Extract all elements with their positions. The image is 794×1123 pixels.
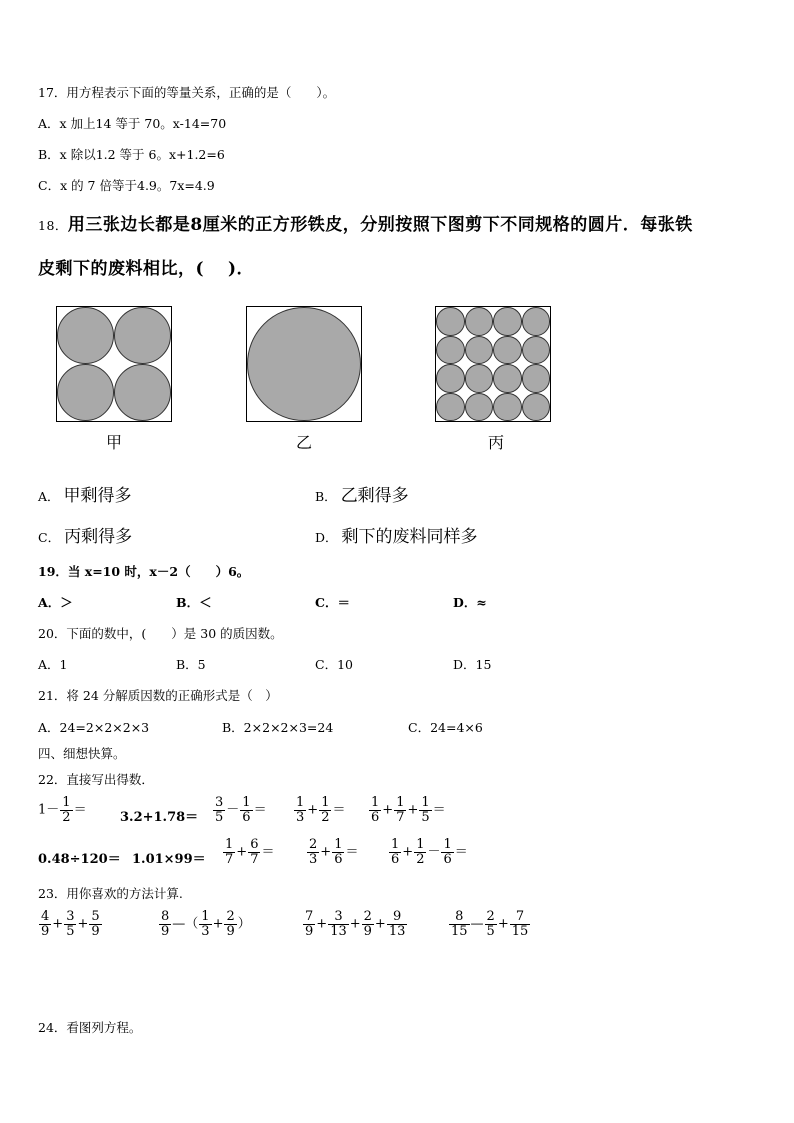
q17-stem: 17．用方程表示下面的等量关系，正确的是（ ）。: [38, 85, 336, 100]
denominator: 9: [305, 923, 314, 939]
q19-option-d: D．≈: [453, 595, 487, 610]
circle: [114, 307, 171, 364]
q20-option-a: A．1: [38, 657, 68, 672]
circle: [436, 393, 465, 422]
fraction: [389, 838, 401, 866]
figure-yi-square: [246, 306, 362, 422]
operator: +: [402, 844, 414, 860]
numerator: 1: [201, 909, 210, 924]
q20-option-d: D．15: [453, 657, 492, 672]
numerator: 9: [387, 910, 408, 925]
q23-expr-4: [448, 910, 531, 938]
fraction: [303, 910, 315, 938]
q20-option-b: B．5: [176, 657, 206, 672]
fraction: [199, 910, 211, 938]
numerator: 2: [309, 837, 318, 852]
figure-jia-label: 甲: [106, 433, 123, 452]
fraction: [294, 796, 306, 824]
q22-expr-6: 0.48÷120＝: [38, 852, 121, 867]
denominator: 9: [161, 923, 170, 939]
expr-text: 1－: [38, 802, 60, 818]
option-letter: D．: [315, 530, 338, 545]
q21-stem: 21．将 24 分解质因数的正确形式是（ ）: [38, 688, 278, 703]
numerator: 8: [161, 909, 170, 924]
circle: [436, 364, 465, 393]
denominator: 6: [391, 851, 400, 867]
denominator: 7: [396, 809, 405, 825]
fraction: [240, 796, 252, 824]
circle: [522, 393, 551, 422]
circle: [114, 364, 171, 421]
numerator: 1: [321, 795, 330, 810]
denominator: 15: [511, 923, 529, 939]
operator: +: [77, 916, 89, 932]
operator: +: [320, 844, 332, 860]
fraction: [394, 796, 406, 824]
denominator: 5: [215, 809, 224, 825]
circle: [493, 364, 522, 393]
fraction: [307, 838, 319, 866]
numerator: 1: [396, 795, 405, 810]
q18-option-a: [38, 481, 132, 506]
option-letter: A．: [38, 489, 60, 504]
fraction: [485, 910, 497, 938]
operator: +: [497, 916, 509, 932]
circle: [465, 336, 494, 365]
fraction: [319, 796, 331, 824]
circle: [247, 307, 361, 421]
q23-expr-1: [38, 910, 103, 938]
numerator: 1: [296, 795, 305, 810]
denominator: 13: [330, 923, 347, 939]
circle: [493, 393, 522, 422]
circle: [57, 364, 114, 421]
expr-text: ＝: [432, 802, 446, 818]
expr-text: ＝: [454, 844, 468, 860]
figure-bing-square: [435, 306, 551, 422]
q20-stem: 20．下面的数中，( ）是 30 的质因数。: [38, 626, 283, 641]
denominator: 7: [250, 851, 259, 867]
denominator: 6: [371, 809, 380, 825]
q23-stem: 23．用你喜欢的方法计算.: [38, 886, 183, 901]
numerator: 1: [225, 837, 234, 852]
denominator: 9: [91, 923, 100, 939]
fraction: [159, 910, 171, 938]
q18-option-b: [315, 481, 409, 506]
q18-option-c: [38, 522, 132, 547]
numerator: 1: [391, 837, 400, 852]
figure-bing-label: 丙: [488, 433, 505, 452]
circle: [57, 307, 114, 364]
numerator: 3: [66, 909, 75, 924]
operator: —（: [172, 916, 199, 932]
q22-expr-5: [368, 796, 446, 824]
fraction: [387, 910, 408, 938]
numerator: 2: [486, 909, 495, 924]
option-letter: C．: [38, 530, 61, 545]
operator: +: [374, 916, 386, 932]
q17-option-c: C．x 的 7 倍等于4.9。7x=4.9: [38, 178, 215, 193]
numerator: 3: [328, 910, 349, 925]
denominator: 5: [486, 923, 495, 939]
fraction: [510, 910, 531, 938]
fraction: [89, 910, 101, 938]
operator: －: [226, 802, 240, 818]
fraction: [39, 910, 51, 938]
q19-option-b: B．＜: [176, 595, 212, 610]
q22-expr-10: [388, 838, 468, 866]
denominator: 2: [416, 851, 425, 867]
denominator: 3: [201, 923, 210, 939]
fraction: [362, 910, 374, 938]
denominator: 15: [451, 923, 468, 939]
q17-option-b: B．x 除以1.2 等于 6。x+1.2=6: [38, 147, 225, 162]
numerator: 1: [242, 795, 251, 810]
option-text: 甲剩得多: [63, 486, 132, 506]
q22-expr-8: [222, 838, 274, 866]
q18-number: 18．: [38, 218, 68, 233]
numerator: 4: [41, 909, 50, 924]
operator: +: [407, 802, 419, 818]
denominator: 2: [62, 809, 71, 825]
q19-option-c: C．＝: [315, 595, 350, 610]
denominator: 9: [226, 923, 235, 939]
operator: +: [316, 916, 328, 932]
denominator: 2: [321, 809, 330, 825]
q22-expr-3: [212, 796, 267, 824]
q22-expr-9: [306, 838, 358, 866]
operator: +: [52, 916, 64, 932]
numerator: 2: [363, 909, 372, 924]
denominator: 6: [334, 851, 343, 867]
q19-stem: 19．当 x=10 时，x－2（ ）6。: [38, 564, 250, 579]
numerator: 3: [215, 795, 224, 810]
q19-option-a: A．＞: [38, 595, 73, 610]
q20-option-c: C．10: [315, 657, 353, 672]
figure-yi-label: 乙: [296, 433, 313, 452]
operator: +: [349, 916, 361, 932]
q22-expr-7: 1.01×99＝: [132, 852, 206, 867]
q22-expr-2: 3.2+1.78＝: [120, 810, 199, 825]
numerator: 1: [421, 795, 430, 810]
circle: [522, 364, 551, 393]
denominator: 13: [388, 923, 406, 939]
expr-text: ）: [237, 916, 251, 932]
q21-option-b: B．2×2×2×3=24: [222, 720, 334, 735]
circle: [436, 336, 465, 365]
numerator: 5: [91, 909, 100, 924]
numerator: 7: [510, 910, 531, 925]
operator: +: [212, 916, 224, 932]
numerator: 1: [371, 795, 380, 810]
denominator: 3: [296, 809, 305, 825]
fraction: [60, 796, 72, 824]
expr-text: ＝: [73, 802, 87, 818]
numerator: 7: [305, 909, 314, 924]
operator: —: [470, 916, 484, 932]
fraction: [332, 838, 344, 866]
q24-stem: 24．看图列方程。: [38, 1020, 142, 1035]
expr-text: ＝: [261, 844, 275, 860]
q18-text-line1: 用三张边长都是8厘米的正方形铁皮，分别按照下图剪下不同规格的圆片．每张铁: [67, 215, 693, 235]
q17-option-a: A．x 加上14 等于 70。x-14=70: [38, 116, 227, 131]
denominator: 3: [309, 851, 318, 867]
denominator: 6: [443, 851, 452, 867]
denominator: 5: [421, 809, 430, 825]
denominator: 9: [363, 923, 372, 939]
fraction: [419, 796, 431, 824]
denominator: 7: [225, 851, 234, 867]
q18-stem-line1: [38, 210, 693, 235]
expr-text: ＝: [253, 802, 267, 818]
section-heading: 四、细想快算。: [38, 746, 126, 761]
circle: [465, 393, 494, 422]
operator: －: [427, 844, 441, 860]
operator: +: [236, 844, 248, 860]
fraction: [64, 910, 76, 938]
fraction: [414, 838, 426, 866]
operator: +: [307, 802, 319, 818]
numerator: 2: [226, 909, 235, 924]
fraction: [213, 796, 225, 824]
expr-text: ＝: [345, 844, 359, 860]
fraction: [223, 838, 235, 866]
numerator: 1: [62, 795, 71, 810]
q22-expr-1: [38, 796, 87, 824]
fraction: [449, 910, 470, 938]
fraction: [441, 838, 453, 866]
fraction: [328, 910, 349, 938]
option-letter: B．: [315, 489, 337, 504]
q22-expr-4: [293, 796, 345, 824]
expr-text: ＝: [332, 802, 346, 818]
circle: [522, 336, 551, 365]
circle: [522, 307, 551, 336]
numerator: 1: [334, 837, 343, 852]
figure-jia-square: [56, 306, 172, 422]
q22-stem: 22．直接写出得数．: [38, 772, 154, 787]
q23-expr-3: [302, 910, 408, 938]
operator: +: [382, 802, 394, 818]
denominator: 9: [41, 923, 50, 939]
option-text: 乙剩得多: [340, 486, 409, 506]
numerator: 6: [250, 837, 259, 852]
denominator: 6: [242, 809, 251, 825]
fraction: [248, 838, 260, 866]
fraction: [369, 796, 381, 824]
q21-option-c: C．24=4×6: [408, 720, 483, 735]
circle: [436, 307, 465, 336]
numerator: 1: [443, 837, 452, 852]
option-text: 丙剩得多: [64, 527, 133, 547]
q23-expr-2: [158, 910, 251, 938]
q18-stem-line2: 皮剩下的废料相比，( )．: [38, 259, 255, 279]
fraction: [224, 910, 236, 938]
q21-option-a: A．24=2×2×2×3: [38, 720, 150, 735]
numerator: 8: [449, 910, 470, 925]
q18-option-d: [315, 522, 478, 547]
option-text: 剩下的废料同样多: [341, 527, 478, 547]
circle: [465, 307, 494, 336]
numerator: 1: [416, 837, 425, 852]
circle: [493, 336, 522, 365]
circle: [465, 364, 494, 393]
circle: [493, 307, 522, 336]
denominator: 5: [66, 923, 75, 939]
